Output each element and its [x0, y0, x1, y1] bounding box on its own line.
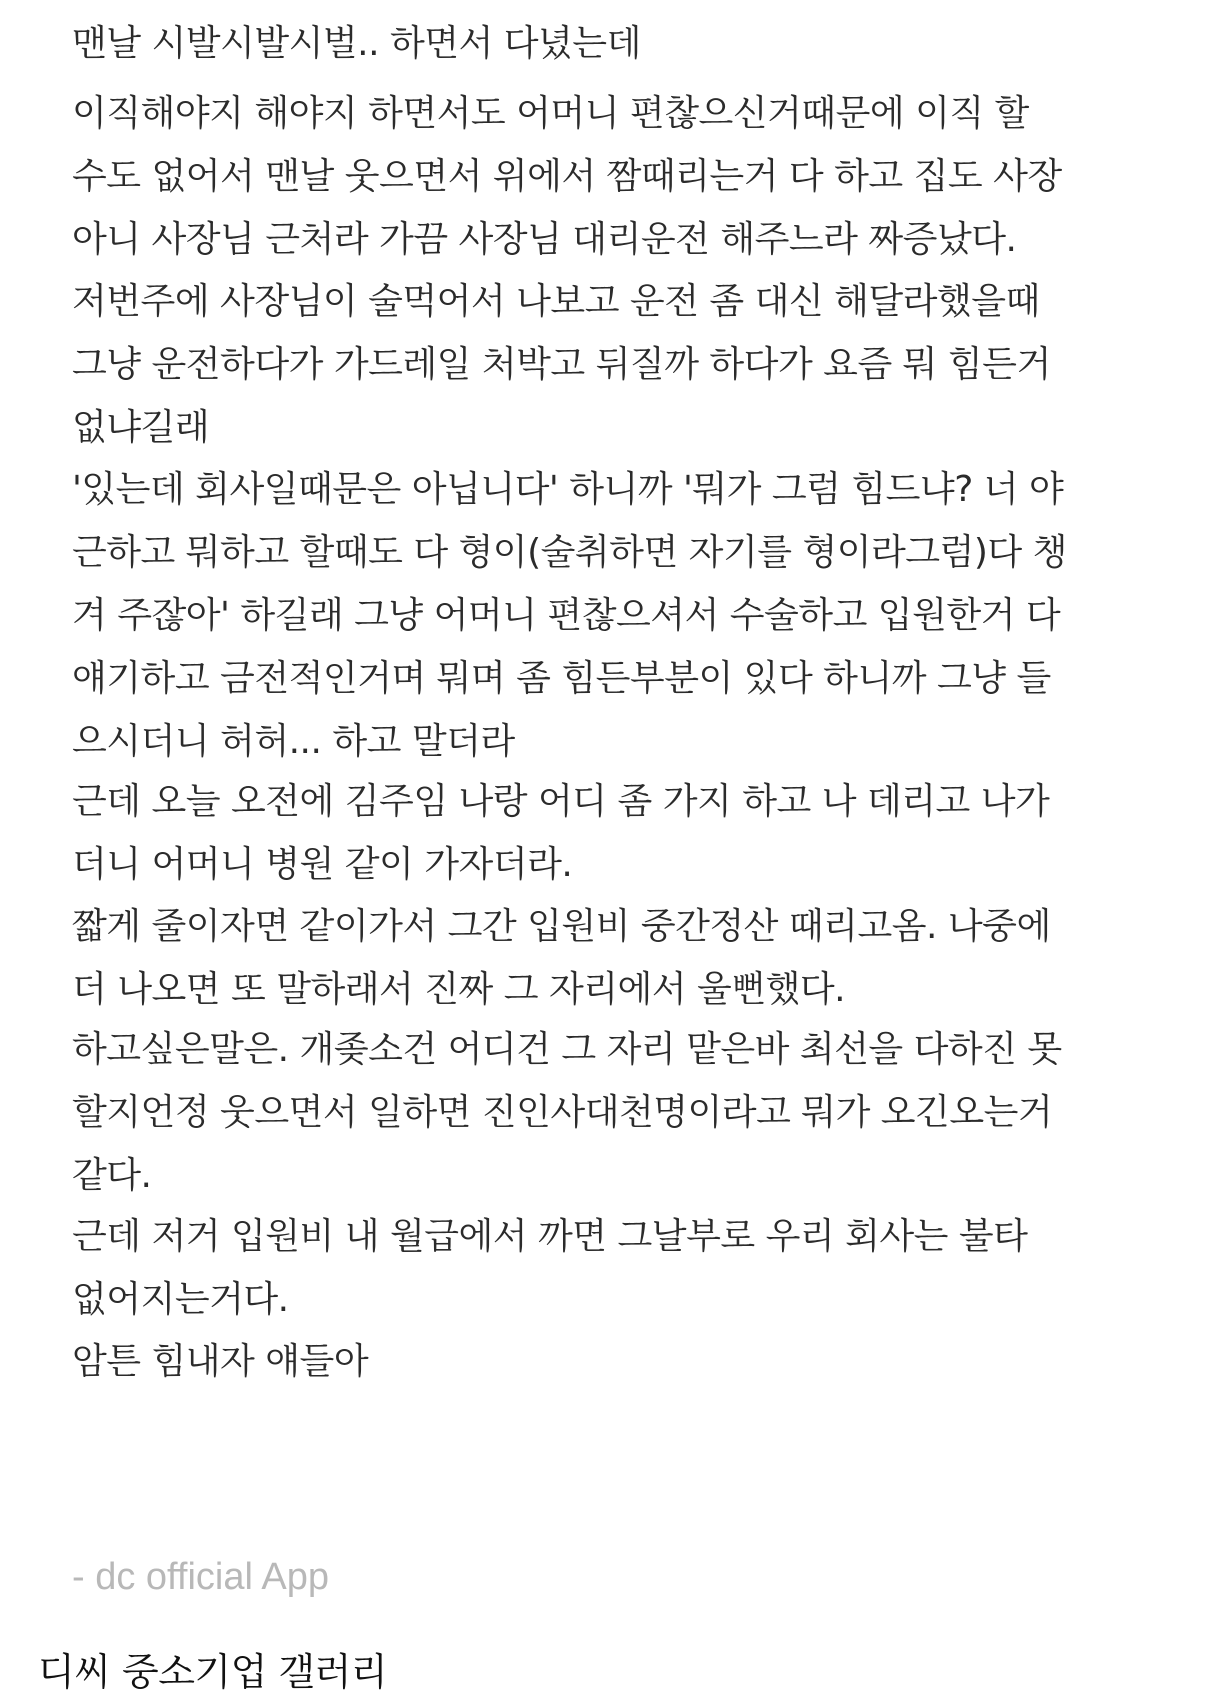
text-line: 그냥 운전하다가 가드레일 처박고 뒤질까 하다가 요즘 뭐 힘든거 — [72, 344, 1051, 385]
text-line: 더니 어머니 병원 같이 가자더라. — [72, 844, 573, 885]
post-paragraph — [72, 82, 1062, 271]
text-line: 수도 없어서 맨날 웃으면서 위에서 짬때리는거 다 하고 집도 사장 — [72, 156, 1062, 197]
post-paragraph — [72, 1018, 1062, 1207]
text-line: 더 나오면 또 말하래서 진짜 그 자리에서 울뻔했다. — [72, 969, 846, 1010]
text-line: 짧게 줄이자면 같이가서 그간 입원비 중간정산 때리고옴. 나중에 — [72, 906, 1051, 947]
post-paragraph — [72, 458, 1067, 773]
post-paragraph — [72, 270, 1051, 459]
text-line: 겨 주잖아' 하길래 그냥 어머니 편찮으셔서 수술하고 입원한거 다 — [72, 595, 1061, 636]
text-line: 저번주에 사장님이 술먹어서 나보고 운전 좀 대신 해달라했을때 — [72, 281, 1040, 322]
text-line: 같다. — [72, 1155, 152, 1196]
text-line: 아니 사장님 근처라 가끔 사장님 대리운전 해주느라 짜증났다. — [72, 219, 1017, 260]
text-line: 할지언정 웃으면서 일하면 진인사대천명이라고 뭐가 오긴오는거 — [72, 1092, 1053, 1133]
text-line: 근데 저거 입원비 내 월급에서 까면 그날부로 우리 회사는 불타 — [72, 1216, 1028, 1257]
text-line: '있는데 회사일때문은 아닙니다' 하니까 '뭐가 그럼 힘드냐? 너 야 — [72, 469, 1064, 510]
text-line: 근하고 뭐하고 할때도 다 형이(술취하면 자기를 형이라그럼)다 챙 — [72, 532, 1067, 573]
gallery-caption: 디씨 중소기업 갤러리 — [38, 1650, 388, 1694]
post-paragraph — [72, 770, 1049, 896]
app-signature: - dc official App — [72, 1556, 330, 1598]
text-line: 없냐길래 — [72, 407, 210, 448]
post-paragraph — [72, 12, 641, 75]
text-line: 암튼 힘내자 얘들아 — [72, 1341, 369, 1382]
text-line: 근데 오늘 오전에 김주임 나랑 어디 좀 가지 하고 나 데리고 나가 — [72, 781, 1050, 822]
post-paragraph — [72, 895, 1051, 1021]
text-line: 하고싶은말은. 개좆소건 어디건 그 자리 맡은바 최선을 다하진 못 — [72, 1029, 1062, 1070]
post-paragraph — [72, 1330, 368, 1393]
text-line: 이직해야지 해야지 하면서도 어머니 편찮으신거때문에 이직 할 — [72, 93, 1029, 134]
text-line: 맨날 시발시발시벌.. 하면서 다녔는데 — [72, 23, 641, 64]
text-line: 으시더니 허허... 하고 말더라 — [72, 721, 515, 762]
text-line: 얘기하고 금전적인거며 뭐며 좀 힘든부분이 있다 하니까 그냥 들 — [72, 658, 1051, 699]
post-paragraph — [72, 1205, 1027, 1331]
text-line: 없어지는거다. — [72, 1279, 289, 1320]
